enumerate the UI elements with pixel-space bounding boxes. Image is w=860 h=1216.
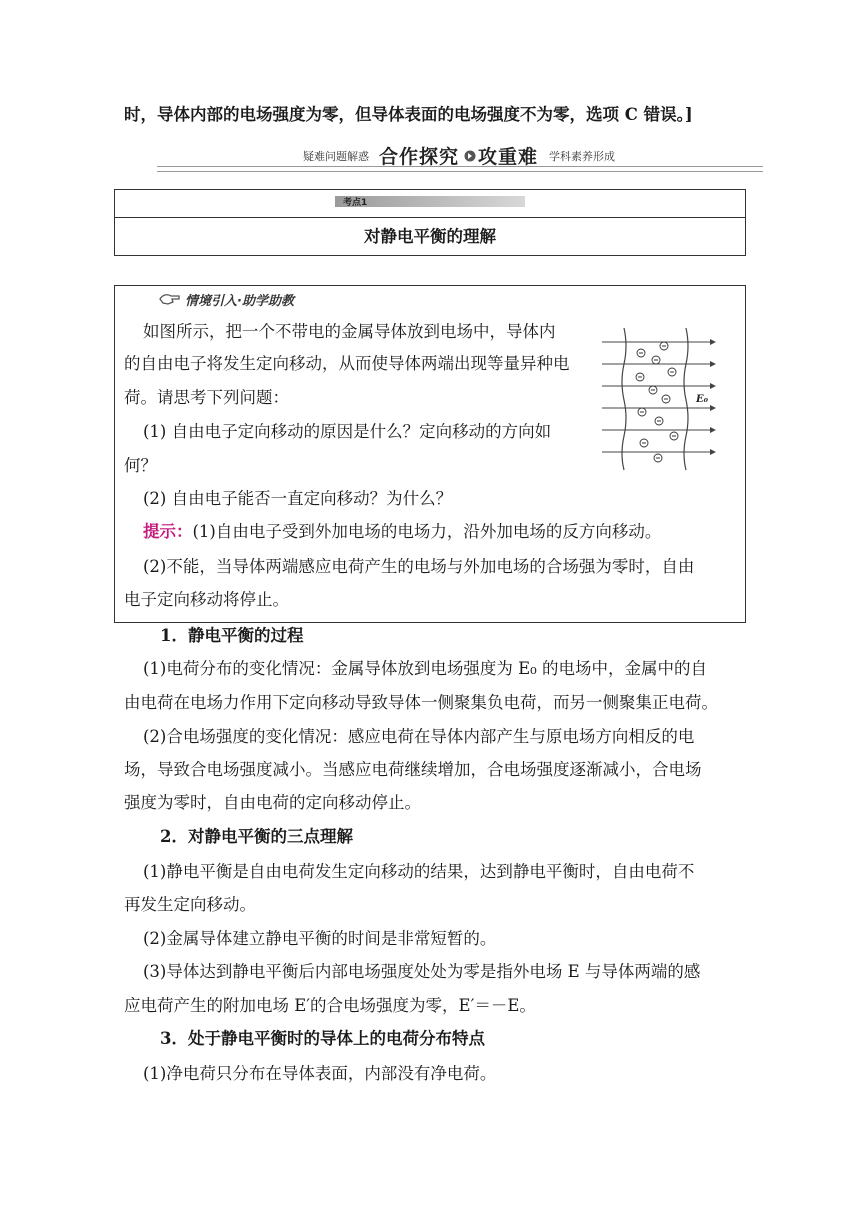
s2-p2: (2)金属导体建立静电平衡的时间是非常短暂的。	[143, 929, 497, 948]
question-2: (2) 自由电子能否一直定向移动？为什么？	[143, 489, 453, 508]
field-label: E₀	[696, 394, 709, 405]
s2-p3-line-2: 应电荷产生的附加电场 E′的合电场强度为零，E′＝－E。	[124, 996, 536, 1015]
section-3-title: 3．处于静电平衡时的导体上的电荷分布特点	[160, 1029, 485, 1048]
hint-line-3: 电子定向移动将停止。	[124, 590, 289, 609]
topic-header-box	[114, 189, 746, 256]
s2-p3-line-1: (3)导体达到静电平衡后内部电场强度处处为零是指外电场 E 与导体两端的感	[143, 962, 701, 981]
scenario-intro-line-3: 荷。请思考下列问题：	[124, 388, 289, 407]
scenario-intro-line-2: 的自由电子将发生定向移动，从而使导体两端出现等量异种电	[124, 354, 570, 373]
banner-main-b: 攻重难	[478, 146, 539, 168]
s1-p2-line-2: 场，导致合电场强度减小。当感应电荷继续增加，合电场强度逐渐减小，合电场	[124, 760, 702, 779]
top-continuation-line: 时，导体内部的电场强度为零，但导体表面的电场强度不为零，选项 C 错误。]	[124, 105, 693, 124]
s3-p1: (1)净电荷只分布在导体表面，内部没有净电荷。	[143, 1064, 497, 1083]
hint-line-1	[143, 520, 661, 544]
scenario-label: 情境引入·助学助教	[185, 294, 294, 309]
s2-p1-line-1: (1)静电平衡是自由电荷发生定向移动的结果，达到静电平衡时，自由电荷不	[143, 862, 695, 881]
s1-p2-line-1: (2)合电场强度的变化情况：感应电荷在导体内部产生与原电场方向相反的电	[143, 727, 695, 746]
question-1-line-2: 何？	[124, 456, 157, 475]
s1-p2-line-3: 强度为零时，自由电荷的定向移动停止。	[124, 793, 421, 812]
s1-p1-line-2: 由电荷在电场力作用下定向移动导致导体一侧聚集负电荷，而另一侧聚集正电荷。	[124, 693, 718, 712]
topic-tag-bar	[335, 196, 525, 207]
banner-right-text: 学科素养形成	[549, 150, 615, 163]
topic-tag: 考点1	[343, 198, 368, 208]
banner-arrow-icon	[464, 147, 476, 159]
s2-p1-line-2: 再发生定向移动。	[124, 895, 256, 914]
conductor-figure	[598, 326, 720, 472]
section-2-title: 2．对静电平衡的三点理解	[160, 827, 353, 846]
scenario-intro-line-1: 如图所示，把一个不带电的金属导体放到电场中，导体内	[143, 322, 556, 341]
question-1-line-1: (1) 自由电子定向移动的原因是什么？定向移动的方向如	[143, 422, 552, 441]
topic-divider	[115, 217, 745, 218]
section-1-title: 1．静电平衡的过程	[160, 626, 304, 645]
banner-rule	[157, 166, 763, 172]
hand-pointer-icon	[159, 291, 181, 305]
banner-main-a: 合作探究	[379, 146, 460, 168]
s1-p1-line-1: (1)电荷分布的变化情况：金属导体放到电场强度为 E₀ 的电场中，金属中的自	[143, 659, 708, 678]
hint-text-1: (1)自由电子受到外加电场的电场力，沿外加电场的反方向移动。	[192, 522, 662, 541]
section-banner	[157, 140, 763, 172]
scenario-box-bottom	[115, 622, 745, 623]
banner-left-text: 疑难问题解惑	[303, 150, 369, 163]
hint-label: 提示：	[143, 522, 193, 541]
topic-title: 对静电平衡的理解	[364, 227, 496, 246]
hint-line-2: (2)不能，当导体两端感应电荷产生的电场与外加电场的合场强为零时，自由	[143, 557, 695, 576]
